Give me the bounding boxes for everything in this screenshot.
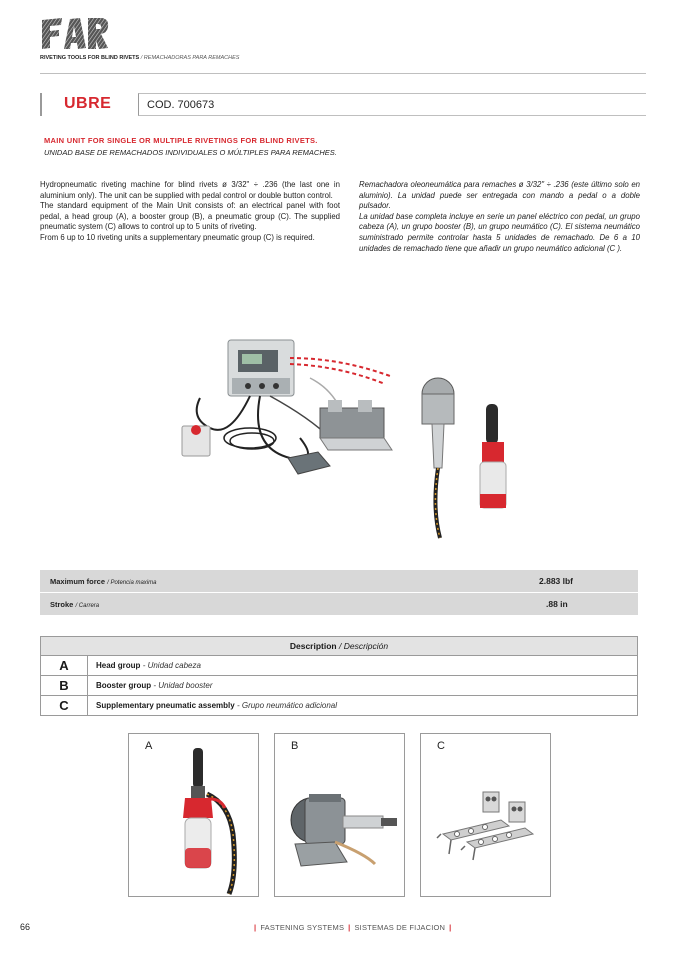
header-divider xyxy=(40,73,646,74)
panel-pneumatic-assembly xyxy=(420,733,551,897)
spec-value: 2.883 lbf xyxy=(539,576,574,586)
row-letter: C xyxy=(41,696,88,716)
footer-separator: | xyxy=(348,923,351,932)
row-name-es: - Unidad booster xyxy=(153,681,213,690)
footer-en: FASTENING SYSTEMS xyxy=(260,923,345,932)
footer-separator: | xyxy=(254,923,257,932)
row-text xyxy=(88,676,638,696)
row-name: Head group xyxy=(96,661,141,670)
body-en-paragraph: The standard equipment of the Main Unit consists of: an electrical panel with foot pedal, a head group (A), a booster group (B), a pneumatic group (C). The supplied pneumatic system (C) allows to control up to 5 units of riveting. xyxy=(40,201,340,232)
body-es-paragraph: La unidad base completa incluye en serie un panel eléctrico con pedal, un grupo cabeza (A), un grupo booster (B), un grupo neumático (C). El sistema neumático suministrado permite controlar hasta 5 unidades de remachado. De 6 a 10 unidades de remachado tiene que añadir un grupo neumático adicional (C ). xyxy=(359,211,640,253)
body-es-paragraph: Remachadora oleoneumática para remaches ø 3/32" ÷ .236 (este último solo en aluminio). La unidad puede ser entregada con mando a pedal o a doble pulsador. xyxy=(359,180,640,211)
description-header-en: Description xyxy=(289,641,337,651)
head-group-icon xyxy=(129,734,260,898)
spec-label-en: Stroke xyxy=(50,600,74,609)
spec-label-es: / Potencia maxima xyxy=(107,580,157,586)
product-title-box xyxy=(40,93,646,116)
spec-label-en: Maximum force xyxy=(50,577,106,586)
page-number: 66 xyxy=(20,922,31,932)
row-name-es: - Grupo neumático adicional xyxy=(236,701,338,710)
description-header xyxy=(41,637,638,656)
row-name: Booster group xyxy=(96,681,152,690)
row-name: Supplementary pneumatic assembly xyxy=(96,701,235,710)
body-text-en xyxy=(40,180,340,244)
riveting-machine-image xyxy=(170,318,530,556)
product-code-box xyxy=(138,93,646,116)
row-text xyxy=(88,696,638,716)
body-en-paragraph: Hydropneumatic riveting machine for blind rivets ø 3/32" ÷ .236 (the last one in aluminium only). The unit can be supplied with pedal control or double button control. xyxy=(40,180,340,200)
body-text-es xyxy=(359,180,640,254)
spec-row-stroke xyxy=(40,593,638,615)
footer-separator: | xyxy=(449,923,452,932)
title-bar-accent xyxy=(40,93,42,116)
spec-label xyxy=(50,600,99,609)
headline-es: UNIDAD BASE DE REMACHADOS INDIVIDUALES O MÚLTIPLES PARA REMACHES. xyxy=(44,148,337,157)
row-letter: A xyxy=(41,656,88,676)
description-header-es: / Descripción xyxy=(339,641,389,651)
body-en-paragraph: From 6 up to 10 riveting units a supplementary pneumatic group (C) is required. xyxy=(40,232,315,242)
panel-booster-group xyxy=(274,733,405,897)
table-row xyxy=(41,676,638,696)
description-table xyxy=(40,636,638,716)
footer-es: SISTEMAS DE FIJACION xyxy=(354,923,446,932)
panel-label: B xyxy=(291,740,299,752)
product-code: COD. 700673 xyxy=(147,99,215,111)
page-subtitle xyxy=(40,55,239,61)
table-row xyxy=(41,656,638,676)
panel-head-group xyxy=(128,733,259,897)
product-name: UBRE xyxy=(64,95,112,112)
footer-section xyxy=(250,923,455,932)
row-letter: B xyxy=(41,676,88,696)
description-header-row xyxy=(41,637,638,656)
row-name-es: - Unidad cabeza xyxy=(142,661,201,670)
spec-label-es: / Carrera xyxy=(75,603,100,609)
table-row xyxy=(41,696,638,716)
booster-group-icon xyxy=(275,734,406,898)
far-logo xyxy=(40,16,110,52)
spec-value: .88 in xyxy=(546,599,568,609)
panel-label: C xyxy=(437,740,445,752)
panel-label: A xyxy=(145,740,153,752)
pneumatic-assembly-icon xyxy=(421,734,552,898)
spec-label xyxy=(50,577,156,586)
spec-row-max-force xyxy=(40,570,638,592)
headline-en: MAIN UNIT FOR SINGLE OR MULTIPLE RIVETINGS FOR BLIND RIVETS. xyxy=(44,136,318,145)
subtitle-en: RIVETING TOOLS FOR BLIND RIVETS xyxy=(40,55,140,61)
row-text xyxy=(88,656,638,676)
subtitle-es: / REMACHADORAS PARA REMACHES xyxy=(140,55,240,61)
